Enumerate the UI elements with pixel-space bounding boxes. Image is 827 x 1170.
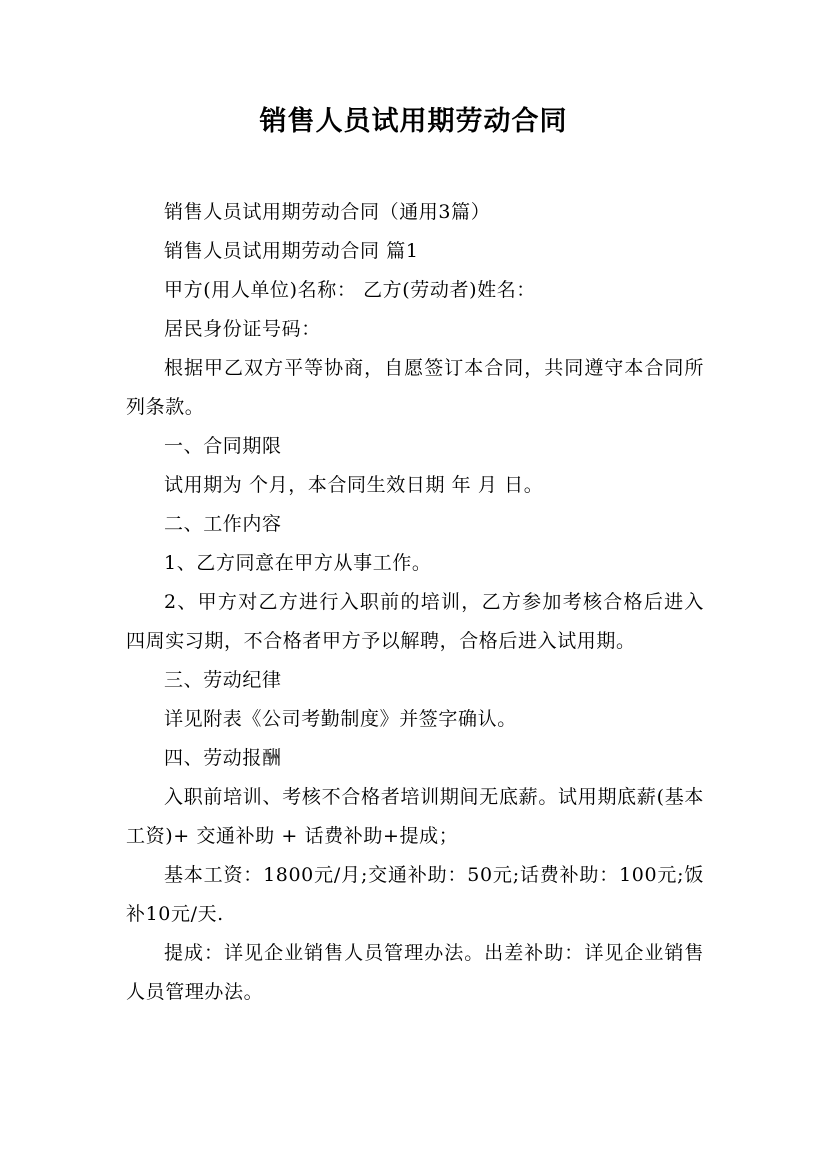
paragraph-salary-amounts: 基本工资：1800元/月;交通补助：50元;话费补助：100元;饭补10元/天. (126, 864, 704, 925)
paragraph-subtitle: 销售人员试用期劳动合同（通用3篇） (164, 201, 491, 223)
heading-contract-term: 一、合同期限 (164, 435, 282, 457)
paragraph-party-names: 甲方(用人单位)名称： 乙方(劳动者)姓名： (164, 279, 536, 301)
paragraph-work-item-2: 2、甲方对乙方进行入职前的培训，乙方参加考核合格后进入四周实习期，不合格者甲方予以解聘，合格后进入试用期。 (126, 591, 704, 652)
paragraph-commission: 提成：详见企业销售人员管理办法。出差补助：详见企业销售人员管理办法。 (126, 942, 704, 1003)
document-title: 销售人员试用期劳动合同 (259, 106, 568, 137)
heading-labor-discipline: 三、劳动纪律 (164, 669, 282, 691)
paragraph-section-heading: 销售人员试用期劳动合同 篇1 (164, 240, 419, 262)
paragraph-id-number: 居民身份证号码： (164, 318, 321, 340)
heading-remuneration: 四、劳动报酬 (164, 747, 282, 769)
document-body (126, 193, 704, 1012)
paragraph-probation-period: 试用期为 个月，本合同生效日期 年 月 日。 (164, 474, 544, 496)
paragraph-work-item-1: 1、乙方同意在甲方从事工作。 (164, 552, 432, 574)
heading-work-content: 二、工作内容 (164, 513, 282, 535)
paragraph-discipline-detail: 详见附表《公司考勤制度》并签字确认。 (164, 708, 517, 730)
paragraph-preamble: 根据甲乙双方平等协商，自愿签订本合同，共同遵守本合同所列条款。 (126, 357, 704, 418)
paragraph-salary-structure: 入职前培训、考核不合格者培训期间无底薪。试用期底薪(基本工资)+ 交通补助 + 话费补助+提成； (126, 786, 704, 847)
